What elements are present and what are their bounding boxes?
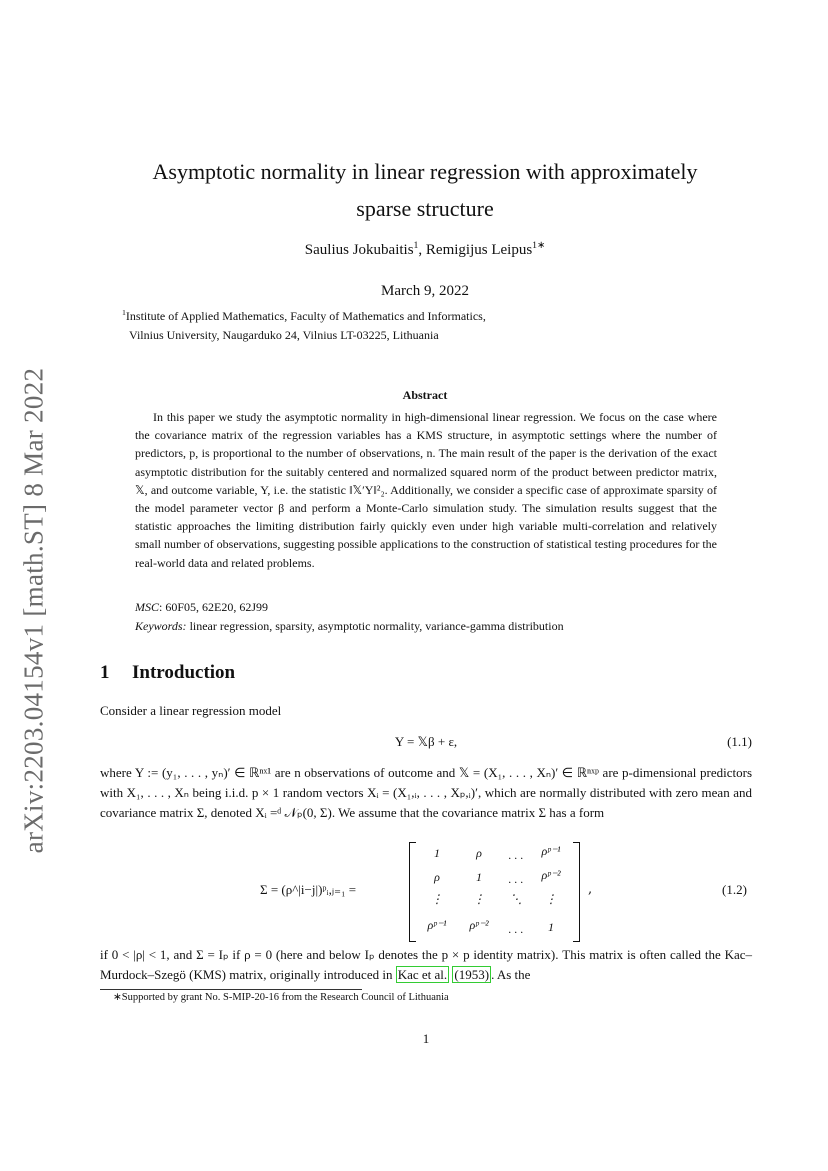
- intro-sentence: Consider a linear regression model: [100, 703, 282, 718]
- paragraph-model-setup: where Y := (y₁, . . . , yₙ)′ ∈ ℝⁿˣ¹ are n observations of outcome and 𝕏 = (X₁, . . . , Xₙ)′ ∈ ℝⁿˣᵖ are p-dimensional predictors with X₁, . . . , Xₙ being i.i.d. p × 1 random vectors Xᵢ = (X₁,ᵢ, . . . , Xₚ,ᵢ)′, which are normally distributed with zero mean and covariance matrix Σ, denoted Xᵢ =ᵈ 𝒩ₚ(0, Σ). We assume that the covariance matrix Σ has a form: [100, 765, 752, 820]
- affiliation-line-1: Institute of Applied Mathematics, Faculty of Mathematics and Informatics,: [125, 309, 486, 323]
- keywords-label: Keywords:: [135, 619, 187, 633]
- title-line-2: sparse structure: [356, 196, 494, 221]
- matrix-comma: ,: [588, 882, 593, 897]
- section-heading: [100, 662, 235, 684]
- msc-label: MSC: [135, 600, 159, 614]
- author-1: Saulius Jokubaitis: [304, 242, 414, 258]
- matrix-cell: ⋮: [431, 892, 443, 906]
- matrix-cell: . . .: [508, 922, 524, 936]
- page-number: 1: [422, 1031, 430, 1046]
- footnote-rule: [100, 989, 362, 990]
- paper-date: March 9, 2022: [381, 283, 469, 299]
- citation-year-1953[interactable]: (1953): [454, 967, 490, 982]
- citation-kac-et-al[interactable]: Kac et al.: [397, 967, 448, 982]
- matrix-cell: ⋮: [545, 892, 557, 906]
- matrix-cell: ρ: [434, 870, 440, 884]
- matrix-cell: 1: [476, 870, 482, 884]
- matrix-left-bracket: [409, 842, 416, 942]
- affiliation: [122, 307, 486, 345]
- author-2-mark: 1∗: [532, 240, 546, 251]
- matrix-cell: ⋱: [510, 892, 522, 906]
- msc-value: : 60F05, 62E20, 62J99: [159, 600, 269, 614]
- kms-text-end: . As the: [491, 967, 531, 982]
- matrix-right-bracket: [573, 842, 580, 942]
- equation-1-2-tag: (1.2): [722, 882, 747, 897]
- abstract-text: In this paper we study the asymptotic normality in high-dimensional linear regression. We focus on the case where the covariance matrix of the regression variables has a KMS structure, in asymptotic settings where the number of predictors, p, is proportional to the number of observations, n. The main result of the paper is the derivation of the exact asymptotic distribution for the suitably centered and normalized squared norm of the product between predictor matrix, 𝕏, and outcome variable, Y, i.e. the statistic ‖𝕏′Y‖²₂. Additionally, we consider a specific case of approximate sparsity of the model parameter vector β and perform a Monte-Carlo simulation study. The simulation results suggest that the statistic approaches the limiting distribution fairly quickly even under high variable multi-correlation and relatively small number of observations, suggesting possible applications to the construction of statistical testing procedures for the real-world data and related problems.: [135, 410, 717, 570]
- matrix-cell: ρᵖ⁻¹: [427, 918, 447, 932]
- section-number: 1: [100, 662, 110, 683]
- affiliation-mark: 1: [122, 308, 126, 317]
- author-2: Remigijus Leipus: [425, 242, 533, 258]
- keywords-value: linear regression, sparsity, asymptotic normality, variance-gamma distribution: [186, 619, 564, 633]
- equation-1-1-tag: (1.1): [727, 734, 752, 749]
- kms-text: if 0 < |ρ| < 1, and Σ = Iₚ if ρ = 0 (here and below Iₚ denotes the p × p identity matrix). This matrix is often called the Kac–Murdock–Szegö (KMS) matrix, originally introduced in: [100, 947, 752, 982]
- matrix-cell: ρᵖ⁻¹: [541, 844, 561, 858]
- footnote: ∗Supported by grant No. S-MIP-20-16 from the Research Council of Lithuania: [113, 992, 449, 1003]
- paper-title: [100, 153, 750, 227]
- matrix-cell: 1: [548, 920, 554, 934]
- matrix-cell: 1: [434, 846, 440, 860]
- matrix-lhs: Σ = (ρ^|i−j|)ᵖᵢ,ⱼ₌₁ =: [260, 882, 357, 897]
- section-title: Introduction: [132, 662, 236, 683]
- abstract-heading: Abstract: [402, 388, 448, 402]
- paragraph-kms: [100, 945, 752, 985]
- matrix-cell: . . .: [508, 848, 524, 862]
- author-1-mark: 1: [413, 240, 419, 251]
- equation-1-1-body: Y = 𝕏β + ε,: [394, 734, 458, 749]
- matrix-cell: ρ: [476, 846, 482, 860]
- affiliation-line-2: Vilnius University, Naugarduko 24, Vilnius LT-03225, Lithuania: [129, 328, 439, 342]
- title-line-1: Asymptotic normality in linear regression with approximately: [152, 159, 698, 184]
- matrix-cell: ρᵖ⁻²: [541, 868, 561, 882]
- msc-codes: [135, 600, 268, 615]
- keywords: [135, 619, 564, 634]
- arxiv-id[interactable]: arXiv:2203.04154v1 [math.ST] 8 Mar 2022: [18, 367, 49, 853]
- matrix-cell: . . .: [508, 872, 524, 886]
- author-list: Saulius Jokubaitis$^1$, Remigijus Leipus$^{1∗}$: [304, 240, 546, 258]
- arxiv-stamp: [14, 350, 54, 870]
- matrix-cell: ρᵖ⁻²: [469, 918, 489, 932]
- matrix-cell: ⋮: [473, 892, 485, 906]
